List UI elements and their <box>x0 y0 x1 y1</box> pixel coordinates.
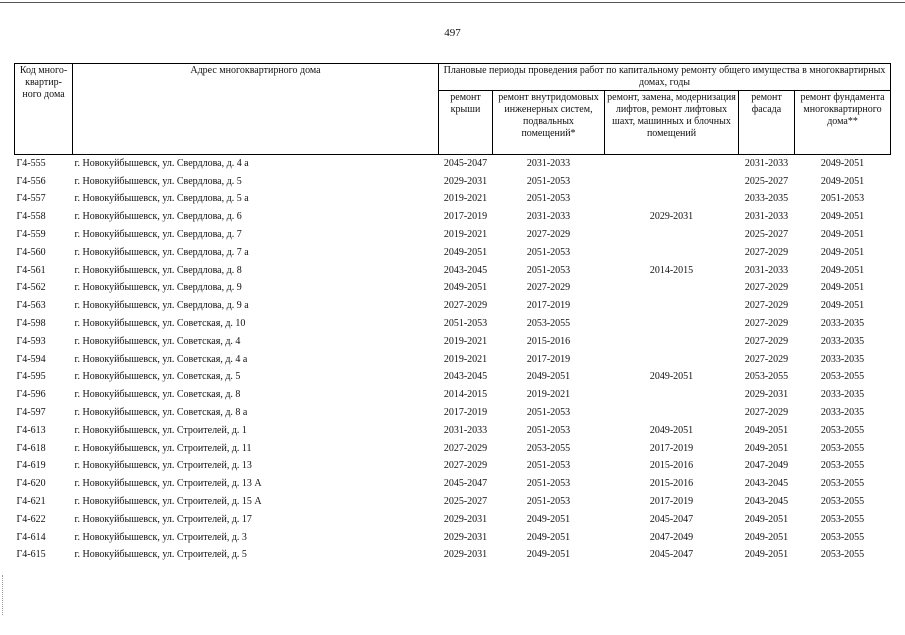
cell-code: Г4-556 <box>16 175 46 187</box>
table-row <box>15 386 891 404</box>
cell-systems: 2015-2016 <box>526 335 571 347</box>
cell-foundation: 2053-2055 <box>820 460 865 472</box>
cell-facade: 2049-2051 <box>744 424 789 436</box>
cell-roof: 2027-2029 <box>443 300 488 312</box>
cell-facade: 2027-2029 <box>744 246 789 258</box>
cell-facade: 2033-2035 <box>744 193 789 205</box>
cell-systems: 2051-2053 <box>526 246 571 258</box>
cell-code: Г4-615 <box>16 549 46 561</box>
cell-systems: 2051-2053 <box>526 407 571 419</box>
cell-address: г. Новокуйбышевск, ул. Советская, д. 8 а <box>74 407 248 419</box>
cell-address: г. Новокуйбышевск, ул. Строителей, д. 13 А <box>74 478 262 490</box>
cell-foundation: 2049-2051 <box>820 282 865 294</box>
cell-foundation: 2033-2035 <box>820 318 865 330</box>
cell-lifts <box>605 333 739 351</box>
cell-address: г. Новокуйбышевск, ул. Строителей, д. 17 <box>74 513 252 525</box>
cell-code: Г4-621 <box>16 496 46 508</box>
cell-roof: 2027-2029 <box>443 460 488 472</box>
cell-foundation: 2033-2035 <box>820 353 865 365</box>
cell-foundation: 2053-2055 <box>820 531 865 543</box>
cell-systems: 2051-2053 <box>526 460 571 472</box>
header-address: Адрес многоквартирного дома <box>73 64 439 155</box>
cell-systems: 2049-2051 <box>526 371 571 383</box>
cell-address: г. Новокуйбышевск, ул. Советская, д. 5 <box>74 371 241 383</box>
cell-foundation: 2049-2051 <box>820 264 865 276</box>
cell-address: г. Новокуйбышевск, ул. Строителей, д. 11 <box>74 442 252 454</box>
cell-roof: 2019-2021 <box>443 229 488 241</box>
table-row <box>15 440 891 458</box>
cell-code: Г4-618 <box>16 442 46 454</box>
cell-foundation: 2049-2051 <box>820 211 865 223</box>
table-row <box>15 244 891 262</box>
cell-roof: 2045-2047 <box>443 478 488 490</box>
cell-systems: 2019-2021 <box>526 389 571 401</box>
cell-roof: 2025-2027 <box>443 496 488 508</box>
cell-address: г. Новокуйбышевск, ул. Свердлова, д. 5 а <box>74 193 249 205</box>
cell-foundation: 2053-2055 <box>820 478 865 490</box>
cell-address: г. Новокуйбышевск, ул. Строителей, д. 1 <box>74 424 247 436</box>
cell-systems: 2051-2053 <box>526 175 571 187</box>
cell-facade: 2027-2029 <box>744 335 789 347</box>
cell-code: Г4-561 <box>16 264 46 276</box>
cell-systems: 2027-2029 <box>526 229 571 241</box>
cell-roof: 2045-2047 <box>443 157 488 169</box>
cell-code: Г4-559 <box>16 229 46 241</box>
cell-foundation: 2053-2055 <box>820 496 865 508</box>
cell-roof: 2043-2045 <box>443 371 488 383</box>
cell-lifts <box>605 226 739 244</box>
cell-foundation: 2053-2055 <box>820 513 865 525</box>
cell-systems: 2027-2029 <box>526 282 571 294</box>
table-row <box>15 191 891 209</box>
table-row <box>15 297 891 315</box>
cell-systems: 2053-2055 <box>526 442 571 454</box>
cell-systems: 2051-2053 <box>526 264 571 276</box>
table-row <box>15 511 891 529</box>
cell-lifts: 2029-2031 <box>649 211 694 223</box>
cell-systems: 2051-2053 <box>526 496 571 508</box>
cell-systems: 2031-2033 <box>526 157 571 169</box>
cell-lifts: 2047-2049 <box>649 531 694 543</box>
cell-roof: 2051-2053 <box>443 318 488 330</box>
cell-facade: 2029-2031 <box>744 389 789 401</box>
cell-facade: 2027-2029 <box>744 300 789 312</box>
cell-foundation: 2053-2055 <box>820 424 865 436</box>
cell-address: г. Новокуйбышевск, ул. Советская, д. 4 а <box>74 353 248 365</box>
cell-code: Г4-560 <box>16 246 46 258</box>
cell-facade: 2027-2029 <box>744 282 789 294</box>
cell-facade: 2027-2029 <box>744 353 789 365</box>
table-row <box>15 315 891 333</box>
table-row <box>15 155 891 173</box>
cell-code: Г4-594 <box>16 353 46 365</box>
cell-address: г. Новокуйбышевск, ул. Советская, д. 10 <box>74 318 246 330</box>
cell-facade: 2025-2027 <box>744 175 789 187</box>
cell-lifts <box>605 191 739 209</box>
table-row <box>15 475 891 493</box>
header-periods-group: Плановые периоды проведения работ по капитальному ремонту общего имущества в многоквартирных домах, годы <box>439 64 891 91</box>
cell-code: Г4-614 <box>16 531 46 543</box>
cell-address: г. Новокуйбышевск, ул. Строителей, д. 13 <box>74 460 252 472</box>
cell-code: Г4-593 <box>16 335 46 347</box>
cell-lifts: 2045-2047 <box>649 549 694 561</box>
table-row <box>15 458 891 476</box>
cell-systems: 2051-2053 <box>526 424 571 436</box>
cell-foundation: 2049-2051 <box>820 229 865 241</box>
cell-facade: 2025-2027 <box>744 229 789 241</box>
repair-schedule-table <box>14 63 891 564</box>
cell-code: Г4-555 <box>16 157 46 169</box>
cell-foundation: 2049-2051 <box>820 246 865 258</box>
cell-lifts <box>605 404 739 422</box>
cell-facade: 2049-2051 <box>744 442 789 454</box>
cell-lifts <box>605 351 739 369</box>
table-row <box>15 226 891 244</box>
cell-lifts: 2049-2051 <box>649 424 694 436</box>
cell-roof: 2031-2033 <box>443 424 488 436</box>
header-facade: ремонт фасада <box>739 91 795 155</box>
cell-lifts: 2015-2016 <box>649 460 694 472</box>
cell-foundation: 2049-2051 <box>820 175 865 187</box>
top-rule <box>0 2 905 3</box>
table-row <box>15 173 891 191</box>
cell-lifts <box>605 315 739 333</box>
cell-systems: 2049-2051 <box>526 549 571 561</box>
cell-facade: 2049-2051 <box>744 513 789 525</box>
header-systems: ремонт внутридомовых инженерных систем, подвальных помещений* <box>493 91 605 155</box>
cell-foundation: 2053-2055 <box>820 549 865 561</box>
cell-foundation: 2051-2053 <box>820 193 865 205</box>
cell-roof: 2029-2031 <box>443 513 488 525</box>
cell-foundation: 2033-2035 <box>820 407 865 419</box>
cell-roof: 2029-2031 <box>443 531 488 543</box>
table-body <box>15 155 891 565</box>
cell-code: Г4-598 <box>16 318 46 330</box>
cell-systems: 2017-2019 <box>526 300 571 312</box>
table-row <box>15 262 891 280</box>
cell-roof: 2014-2015 <box>443 389 488 401</box>
cell-roof: 2049-2051 <box>443 282 488 294</box>
cell-foundation: 2033-2035 <box>820 389 865 401</box>
cell-facade: 2031-2033 <box>744 264 789 276</box>
cell-lifts: 2015-2016 <box>649 478 694 490</box>
cell-code: Г4-563 <box>16 300 46 312</box>
cell-address: г. Новокуйбышевск, ул. Свердлова, д. 7 а <box>74 246 249 258</box>
cell-foundation: 2049-2051 <box>820 157 865 169</box>
cell-code: Г4-597 <box>16 407 46 419</box>
cell-systems: 2049-2051 <box>526 513 571 525</box>
table-row <box>15 493 891 511</box>
cell-code: Г4-557 <box>16 193 46 205</box>
table-row <box>15 529 891 547</box>
cell-systems: 2051-2053 <box>526 193 571 205</box>
cell-roof: 2017-2019 <box>443 211 488 223</box>
cell-systems: 2053-2055 <box>526 318 571 330</box>
cell-address: г. Новокуйбышевск, ул. Свердлова, д. 7 <box>74 229 242 241</box>
cell-lifts: 2045-2047 <box>649 513 694 525</box>
cell-address: г. Новокуйбышевск, ул. Свердлова, д. 4 а <box>74 157 249 169</box>
cell-foundation: 2049-2051 <box>820 300 865 312</box>
table-row <box>15 547 891 565</box>
cell-facade: 2043-2045 <box>744 496 789 508</box>
page-number: 497 <box>444 27 461 39</box>
cell-address: г. Новокуйбышевск, ул. Свердлова, д. 6 <box>74 211 242 223</box>
table-row <box>15 280 891 298</box>
cell-code: Г4-622 <box>16 513 46 525</box>
cell-lifts <box>605 155 739 173</box>
cell-facade: 2027-2029 <box>744 318 789 330</box>
cell-lifts <box>605 386 739 404</box>
cell-lifts: 2049-2051 <box>649 371 694 383</box>
cell-address: г. Новокуйбышевск, ул. Советская, д. 8 <box>74 389 241 401</box>
cell-roof: 2029-2031 <box>443 175 488 187</box>
cell-code: Г4-596 <box>16 389 46 401</box>
cell-code: Г4-562 <box>16 282 46 294</box>
cell-code: Г4-595 <box>16 371 46 383</box>
cell-foundation: 2053-2055 <box>820 442 865 454</box>
table-row <box>15 351 891 369</box>
cell-code: Г4-620 <box>16 478 46 490</box>
header-code: Код много-квартир-ного дома <box>15 64 73 155</box>
cell-roof: 2017-2019 <box>443 407 488 419</box>
cell-foundation: 2033-2035 <box>820 335 865 347</box>
cell-roof: 2019-2021 <box>443 193 488 205</box>
cell-code: Г4-619 <box>16 460 46 472</box>
cell-lifts: 2017-2019 <box>649 496 694 508</box>
cell-lifts <box>605 244 739 262</box>
table-row <box>15 369 891 387</box>
cell-lifts <box>605 280 739 298</box>
cell-roof: 2029-2031 <box>443 549 488 561</box>
cell-address: г. Новокуйбышевск, ул. Свердлова, д. 8 <box>74 264 242 276</box>
cell-facade: 2027-2029 <box>744 407 789 419</box>
scan-edge-marks <box>2 575 6 615</box>
cell-lifts: 2017-2019 <box>649 442 694 454</box>
cell-address: г. Новокуйбышевск, ул. Свердлова, д. 5 <box>74 175 242 187</box>
cell-lifts <box>605 173 739 191</box>
header-roof: ремонт крыши <box>439 91 493 155</box>
table-row <box>15 208 891 226</box>
cell-facade: 2031-2033 <box>744 157 789 169</box>
cell-facade: 2049-2051 <box>744 531 789 543</box>
table-row <box>15 333 891 351</box>
cell-systems: 2031-2033 <box>526 211 571 223</box>
header-foundation: ремонт фундамента многоквартирного дома** <box>795 91 891 155</box>
cell-facade: 2053-2055 <box>744 371 789 383</box>
table-row <box>15 404 891 422</box>
cell-roof: 2043-2045 <box>443 264 488 276</box>
cell-roof: 2019-2021 <box>443 353 488 365</box>
cell-systems: 2017-2019 <box>526 353 571 365</box>
cell-lifts: 2014-2015 <box>649 264 694 276</box>
cell-facade: 2047-2049 <box>744 460 789 472</box>
cell-code: Г4-558 <box>16 211 46 223</box>
cell-address: г. Новокуйбышевск, ул. Строителей, д. 3 <box>74 531 247 543</box>
cell-roof: 2027-2029 <box>443 442 488 454</box>
cell-roof: 2019-2021 <box>443 335 488 347</box>
cell-address: г. Новокуйбышевск, ул. Советская, д. 4 <box>74 335 241 347</box>
cell-address: г. Новокуйбышевск, ул. Свердлова, д. 9 <box>74 282 242 294</box>
cell-code: Г4-613 <box>16 424 46 436</box>
cell-systems: 2051-2053 <box>526 478 571 490</box>
cell-address: г. Новокуйбышевск, ул. Строителей, д. 5 <box>74 549 247 561</box>
cell-systems: 2049-2051 <box>526 531 571 543</box>
cell-lifts <box>605 297 739 315</box>
cell-address: г. Новокуйбышевск, ул. Строителей, д. 15 А <box>74 496 262 508</box>
cell-roof: 2049-2051 <box>443 246 488 258</box>
header-lifts: ремонт, замена, модернизация лифтов, ремонт лифтовых шахт, машинных и блочных помещений <box>605 91 739 155</box>
table-row <box>15 422 891 440</box>
cell-facade: 2031-2033 <box>744 211 789 223</box>
cell-foundation: 2053-2055 <box>820 371 865 383</box>
cell-address: г. Новокуйбышевск, ул. Свердлова, д. 9 а <box>74 300 249 312</box>
cell-facade: 2049-2051 <box>744 549 789 561</box>
cell-facade: 2043-2045 <box>744 478 789 490</box>
